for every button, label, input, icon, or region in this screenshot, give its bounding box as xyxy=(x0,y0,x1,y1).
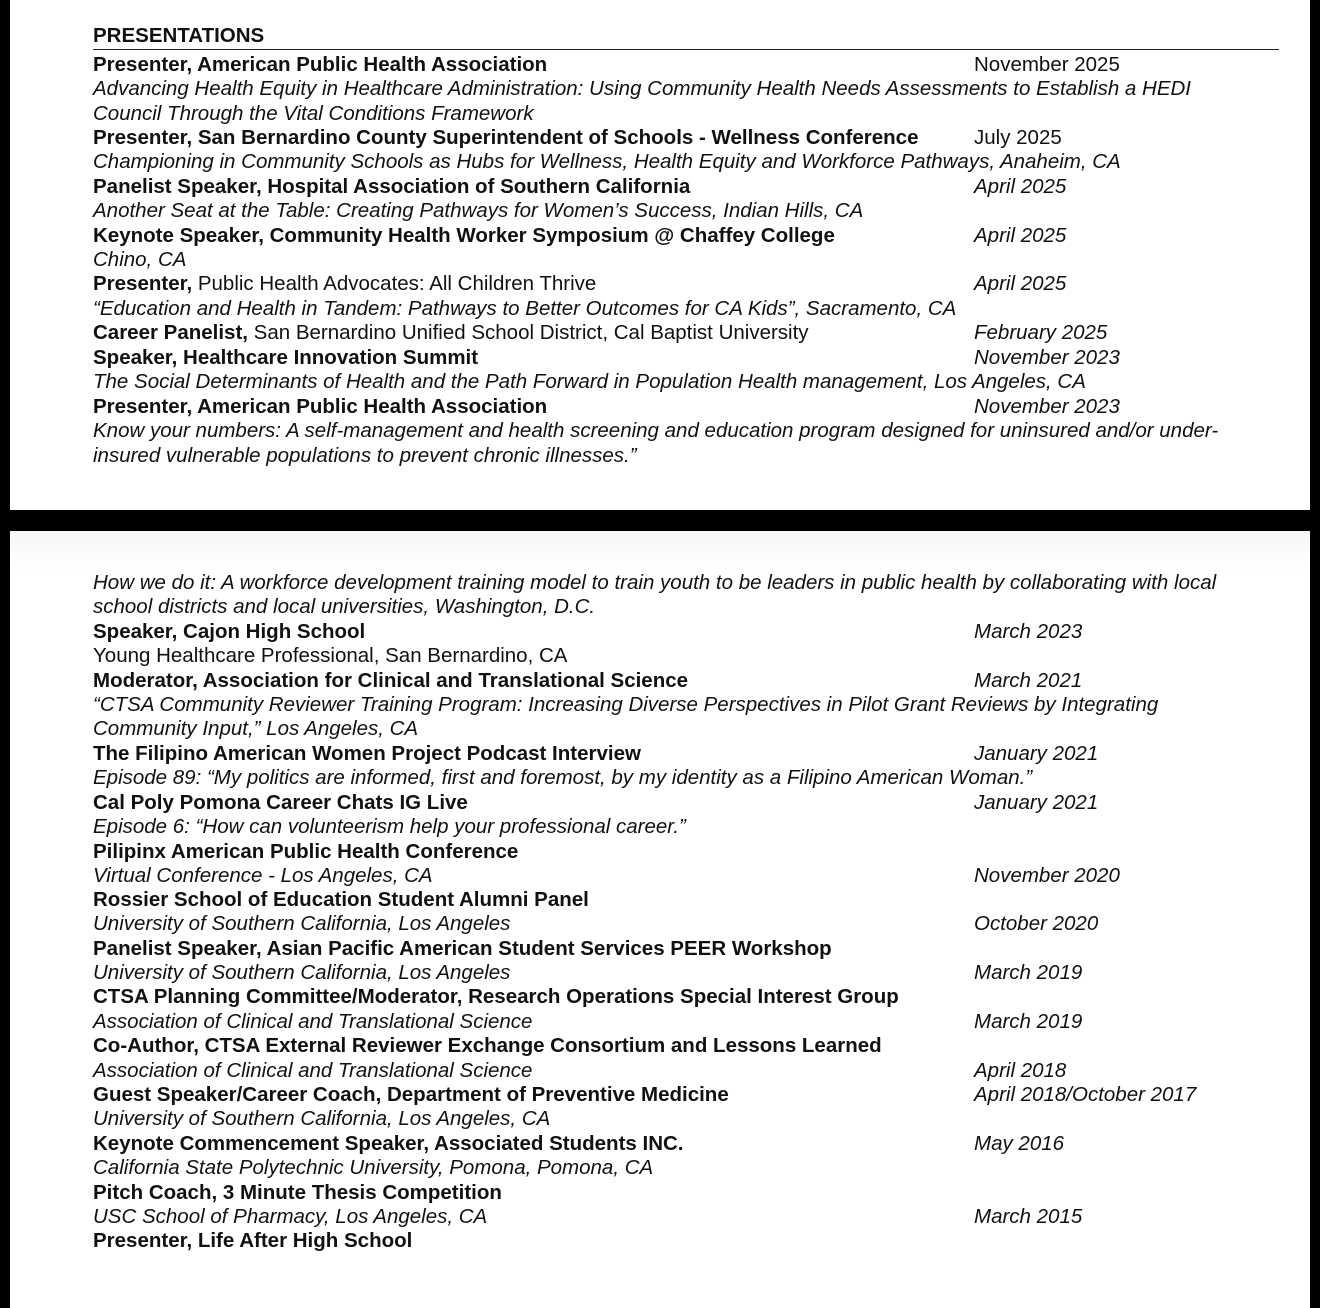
entry-line xyxy=(93,595,595,619)
page-top xyxy=(10,0,1310,510)
entry-line xyxy=(93,717,418,741)
entry-detail: San Bernardino Unified School District, Cal Baptist University xyxy=(247,321,809,344)
entry-date: November 2023 xyxy=(974,395,1120,418)
entry-description: How we do it: A workforce development training model to train youth to be leaders in public health by collaborating with local xyxy=(93,571,1217,594)
entry-line xyxy=(93,620,365,644)
entry-description: school districts and local universities, Washington, D.C. xyxy=(93,595,596,618)
entry-line xyxy=(93,272,596,296)
entry-description: Association of Clinical and Translational Science xyxy=(93,1059,533,1082)
entry-line xyxy=(93,961,510,985)
entry-line xyxy=(93,1181,502,1205)
entry-line xyxy=(93,346,478,370)
section-title: PRESENTATIONS xyxy=(93,24,265,47)
entry-title: Rossier School of Education Student Alumni Panel xyxy=(93,888,589,911)
entry-line xyxy=(93,1059,532,1083)
entry-description: Chino, CA xyxy=(93,248,187,271)
entry-line xyxy=(93,199,863,223)
entry-date: May 2016 xyxy=(974,1132,1065,1155)
entry-line xyxy=(93,742,641,766)
entry-line xyxy=(93,224,835,248)
entry-line xyxy=(93,985,899,1009)
entry-line xyxy=(93,370,1086,394)
entry-date: April 2018 xyxy=(974,1059,1067,1082)
entry-title: Speaker, Healthcare Innovation Summit xyxy=(93,346,479,369)
entry-date: April 2025 xyxy=(974,175,1067,198)
entry-description: Virtual Conference - Los Angeles, CA xyxy=(93,864,433,887)
entry-date: April 2018/October 2017 xyxy=(974,1083,1197,1106)
entry-title: Presenter, xyxy=(93,272,193,295)
entry-date: March 2021 xyxy=(974,669,1083,692)
entry-line xyxy=(93,864,433,888)
page-bottom xyxy=(10,531,1310,1308)
entry-line xyxy=(93,1034,882,1058)
entry-date: January 2021 xyxy=(974,791,1099,814)
entry-description: Championing in Community Schools as Hubs for Wellness, Health Equity and Workforce Pathways, Anaheim, CA xyxy=(93,150,1121,173)
entry-title: Moderator, Association for Clinical and Translational Science xyxy=(93,669,689,692)
entry-date: February 2025 xyxy=(974,321,1108,344)
entry-date: March 2015 xyxy=(974,1205,1083,1228)
section-divider xyxy=(93,49,1279,50)
entry-description: Another Seat at the Table: Creating Pathways for Women’s Success, Indian Hills, CA xyxy=(93,199,864,222)
entry-line xyxy=(93,53,547,77)
entry-date: July 2025 xyxy=(974,126,1062,149)
entry-description: insured vulnerable populations to prevent chronic illnesses.” xyxy=(93,444,637,467)
entry-title: Panelist Speaker, Hospital Association of Southern California xyxy=(93,175,691,198)
entry-line xyxy=(93,1205,487,1229)
entry-title: Co-Author, CTSA External Reviewer Exchange Consortium and Lessons Learned xyxy=(93,1034,882,1057)
entry-title: Career Panelist, xyxy=(93,321,248,344)
entry-line xyxy=(93,321,809,345)
entry-date: April 2025 xyxy=(974,224,1067,247)
entry-line xyxy=(93,102,534,126)
entry-title: Panelist Speaker, Asian Pacific American Student Services PEER Workshop xyxy=(93,937,832,960)
entry-description: Association of Clinical and Translational Science xyxy=(93,1010,533,1033)
entry-line xyxy=(93,1083,729,1107)
entry-date: November 2020 xyxy=(974,864,1120,887)
entry-line xyxy=(93,815,686,839)
entry-date: January 2021 xyxy=(974,742,1099,765)
entry-line xyxy=(93,175,690,199)
entry-title: Keynote Speaker, Community Health Worker Symposium @ Chaffey College xyxy=(93,224,835,247)
entry-date: April 2025 xyxy=(974,272,1067,295)
entry-description: University of Southern California, Los Angeles xyxy=(93,961,511,984)
entry-title: Cal Poly Pomona Career Chats IG Live xyxy=(93,791,468,814)
entry-date: October 2020 xyxy=(974,912,1099,935)
entry-title: Keynote Commencement Speaker, Associated Students INC. xyxy=(93,1132,684,1155)
entry-line xyxy=(93,126,918,150)
entry-description: Episode 6: “How can volunteerism help your professional career.” xyxy=(93,815,686,838)
entry-line xyxy=(93,888,589,912)
entry-title: Presenter, American Public Health Association xyxy=(93,395,548,418)
entry-line xyxy=(93,693,1158,717)
entry-title: Speaker, Cajon High School xyxy=(93,620,366,643)
entry-line xyxy=(93,419,1218,443)
entry-description: USC School of Pharmacy, Los Angeles, CA xyxy=(93,1205,488,1228)
entry-date: March 2023 xyxy=(974,620,1083,643)
entry-title: The Filipino American Women Project Podcast Interview xyxy=(93,742,641,765)
entry-description: The Social Determinants of Health and the Path Forward in Population Health management, Los Angeles, CA xyxy=(93,370,1086,393)
entry-title: CTSA Planning Committee/Moderator, Research Operations Special Interest Group xyxy=(93,985,899,1008)
entry-line xyxy=(93,444,637,468)
entry-description: Advancing Health Equity in Healthcare Administration: Using Community Health Needs Assessments to Establish a HEDI xyxy=(93,77,1192,100)
entry-detail: Young Healthcare Professional, San Bernardino, CA xyxy=(93,644,568,667)
entry-date: November 2025 xyxy=(974,53,1120,76)
entry-line xyxy=(93,571,1216,595)
entry-line xyxy=(93,1156,653,1180)
entry-title: Presenter, American Public Health Association xyxy=(93,53,548,76)
entry-line xyxy=(93,937,832,961)
entry-line xyxy=(93,1010,532,1034)
entry-description: Community Input,” Los Angeles, CA xyxy=(93,717,419,740)
entry-description: University of Southern California, Los Angeles, CA xyxy=(93,1107,551,1130)
entry-description: University of Southern California, Los Angeles xyxy=(93,912,511,935)
entry-title: Guest Speaker/Career Coach, Department of Preventive Medicine xyxy=(93,1083,729,1106)
entry-description: Episode 89: “My politics are informed, first and foremost, by my identity as a Filipino American Woman.” xyxy=(93,766,1033,789)
entry-date: November 2023 xyxy=(974,346,1120,369)
entry-line xyxy=(93,297,956,321)
entry-line xyxy=(93,150,1121,174)
entry-line xyxy=(93,248,186,272)
entry-line xyxy=(93,644,567,668)
entry-line xyxy=(93,395,547,419)
entry-date: March 2019 xyxy=(974,961,1083,984)
entry-line xyxy=(93,77,1191,101)
entry-line xyxy=(93,669,688,693)
entry-title: Presenter, San Bernardino County Superintendent of Schools - Wellness Conference xyxy=(93,126,919,149)
entry-line xyxy=(93,766,1032,790)
entry-line xyxy=(93,1229,412,1253)
entry-description: Council Through the Vital Conditions Framework xyxy=(93,102,534,125)
entry-line xyxy=(93,840,518,864)
entry-date: March 2019 xyxy=(974,1010,1083,1033)
entry-title: Presenter, Life After High School xyxy=(93,1229,413,1252)
entry-detail: Public Health Advocates: All Children Thrive xyxy=(192,272,597,295)
entry-title: Pitch Coach, 3 Minute Thesis Competition xyxy=(93,1181,502,1204)
entry-description: California State Polytechnic University, Pomona, Pomona, CA xyxy=(93,1156,654,1179)
entry-title: Pilipinx American Public Health Conference xyxy=(93,840,519,863)
entry-line xyxy=(93,1107,550,1131)
entry-line xyxy=(93,791,468,815)
entry-line xyxy=(93,1132,684,1156)
entry-line xyxy=(93,912,510,936)
entry-description: “CTSA Community Reviewer Training Program: Increasing Diverse Perspectives in Pilot Grant Reviews by Integrating xyxy=(93,693,1159,716)
entry-description: “Education and Health in Tandem: Pathways to Better Outcomes for CA Kids”, Sacramento, CA xyxy=(93,297,957,320)
entry-description: Know your numbers: A self-management and health screening and education program designed for uninsured and/or under- xyxy=(93,419,1219,442)
